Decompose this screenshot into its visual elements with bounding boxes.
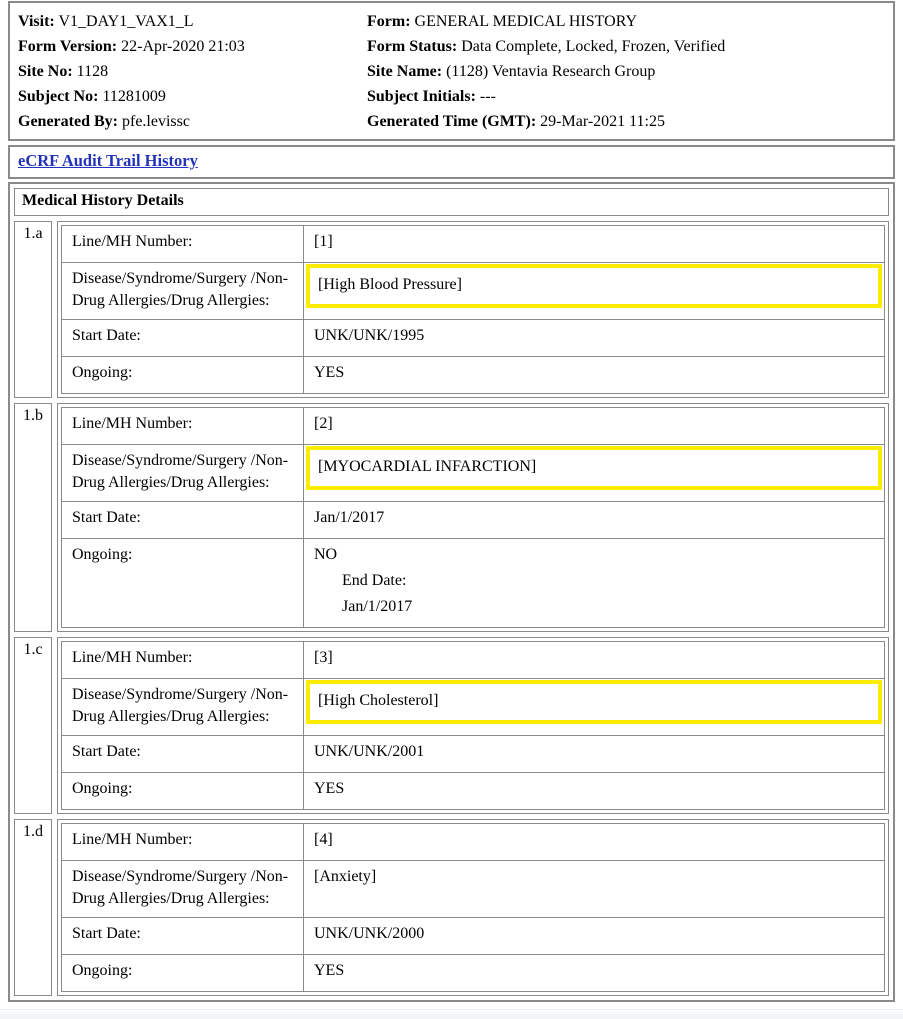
bottom-partial-strip [0,1009,903,1019]
section-field-table [61,823,885,992]
header-field-site-name [367,59,885,84]
field-label: Disease/Syndrome/Surgery /Non-Drug Allergies/Drug Allergies: [62,679,304,736]
header-label: Form: [367,13,411,30]
field-row [62,357,885,394]
header-value: 11281009 [102,88,166,105]
field-row [62,502,885,539]
field-row [62,918,885,955]
field-label: Disease/Syndrome/Surgery /Non-Drug Allergies/Drug Allergies: [62,263,304,320]
field-value: NO [314,546,338,563]
field-value: [3] [314,649,333,666]
field-row [62,736,885,773]
field-label: Start Date: [62,320,304,357]
field-value-cell [304,226,885,263]
header-value: (1128) Ventavia Research Group [446,63,656,80]
field-value-cell [304,679,885,736]
header-value: --- [479,88,496,105]
field-value: [1] [314,233,333,250]
section-index: 1.a [14,221,52,398]
field-row [62,408,885,445]
field-value-cell [304,773,885,810]
section-index: 1.d [14,819,52,996]
field-label: Start Date: [62,502,304,539]
section-content [57,819,889,996]
details-title: Medical History Details [14,188,889,216]
header-value: V1_DAY1_VAX1_L [58,13,194,30]
field-label: Ongoing: [62,955,304,992]
field-value-cell [304,445,885,502]
highlight-box: [High Blood Pressure] [306,264,882,308]
header-field-form-status [367,34,885,59]
field-value-cell [304,918,885,955]
header-label: Subject No: [18,88,99,105]
sub-line: Jan/1/2017 [342,598,413,615]
highlight-box: [MYOCARDIAL INFARCTION] [306,446,882,490]
highlight-box: [High Cholesterol] [306,680,882,724]
field-value-cell [304,824,885,861]
mh-section [14,819,889,996]
field-row [62,320,885,357]
field-value-cell [304,861,885,918]
header-label: Visit: [18,13,55,30]
header-label: Generated By: [18,113,118,130]
field-value-cell [304,357,885,394]
field-label: Ongoing: [62,773,304,810]
field-label: Disease/Syndrome/Surgery /Non-Drug Allergies/Drug Allergies: [62,445,304,502]
section-rows [62,408,885,628]
field-row [62,861,885,918]
header-field-generated-by [18,109,367,134]
field-value-cell [304,955,885,992]
header-label: Generated Time (GMT): [367,113,537,130]
header-field-generated-time [367,109,885,134]
header-field-site-no [18,59,367,84]
header-field-visit [18,9,367,34]
section-index: 1.b [14,403,52,632]
field-label: Line/MH Number: [62,824,304,861]
header-value: GENERAL MEDICAL HISTORY [414,13,638,30]
field-value-cell [304,408,885,445]
field-value: YES [314,962,345,979]
field-value-cell [304,642,885,679]
field-value-cell [304,502,885,539]
sections-container [14,221,889,996]
mh-section [14,637,889,814]
section-field-table [61,225,885,394]
field-row [62,642,885,679]
section-rows [62,226,885,394]
mh-section [14,403,889,632]
field-row [62,263,885,320]
section-field-table [61,641,885,810]
section-index: 1.c [14,637,52,814]
field-row [62,824,885,861]
field-value-cell [304,320,885,357]
field-row [62,955,885,992]
field-value-cell [304,263,885,320]
form-header-grid [18,9,885,134]
header-label: Subject Initials: [367,88,476,105]
section-content [57,403,889,632]
field-value: Jan/1/2017 [314,509,385,526]
field-label: Start Date: [62,918,304,955]
field-value: UNK/UNK/2001 [314,743,425,760]
form-header-box [8,1,895,141]
field-label: Line/MH Number: [62,226,304,263]
field-value: [4] [314,831,333,848]
field-label: Ongoing: [62,539,304,628]
header-label: Form Version: [18,38,118,55]
field-value: YES [314,780,345,797]
audit-trail-link[interactable]: eCRF Audit Trail History [18,151,198,170]
section-content [57,637,889,814]
ecrf-page [0,1,903,1019]
header-field-subject-initials [367,84,885,109]
section-rows [62,824,885,992]
field-value-cell [304,736,885,773]
section-field-table [61,407,885,628]
field-value: [2] [314,415,333,432]
field-label: Line/MH Number: [62,408,304,445]
header-label: Site Name: [367,63,443,80]
field-value-cell [304,539,885,628]
field-row [62,226,885,263]
sub-line: End Date: [342,572,407,589]
mh-section [14,221,889,398]
field-row [62,679,885,736]
header-field-form-version [18,34,367,59]
field-value: [Anxiety] [314,868,377,885]
field-label: Ongoing: [62,357,304,394]
section-content [57,221,889,398]
field-row [62,539,885,628]
field-label: Start Date: [62,736,304,773]
header-value: Data Complete, Locked, Frozen, Verified [461,38,726,55]
medical-history-details-box [8,182,895,1002]
audit-link-bar [8,145,895,179]
field-row [62,445,885,502]
header-field-subject-no [18,84,367,109]
header-field-form [367,9,885,34]
header-value: 29-Mar-2021 11:25 [540,113,665,130]
header-value: 1128 [76,63,109,80]
field-label: Disease/Syndrome/Surgery /Non-Drug Allergies/Drug Allergies: [62,861,304,918]
field-label: Line/MH Number: [62,642,304,679]
field-value: YES [314,364,345,381]
header-label: Form Status: [367,38,458,55]
header-value: 22-Apr-2020 21:03 [121,38,245,55]
field-value: UNK/UNK/2000 [314,925,425,942]
section-rows [62,642,885,810]
field-value: UNK/UNK/1995 [314,327,425,344]
header-label: Site No: [18,63,73,80]
header-value: pfe.levissc [121,113,190,130]
field-row [62,773,885,810]
